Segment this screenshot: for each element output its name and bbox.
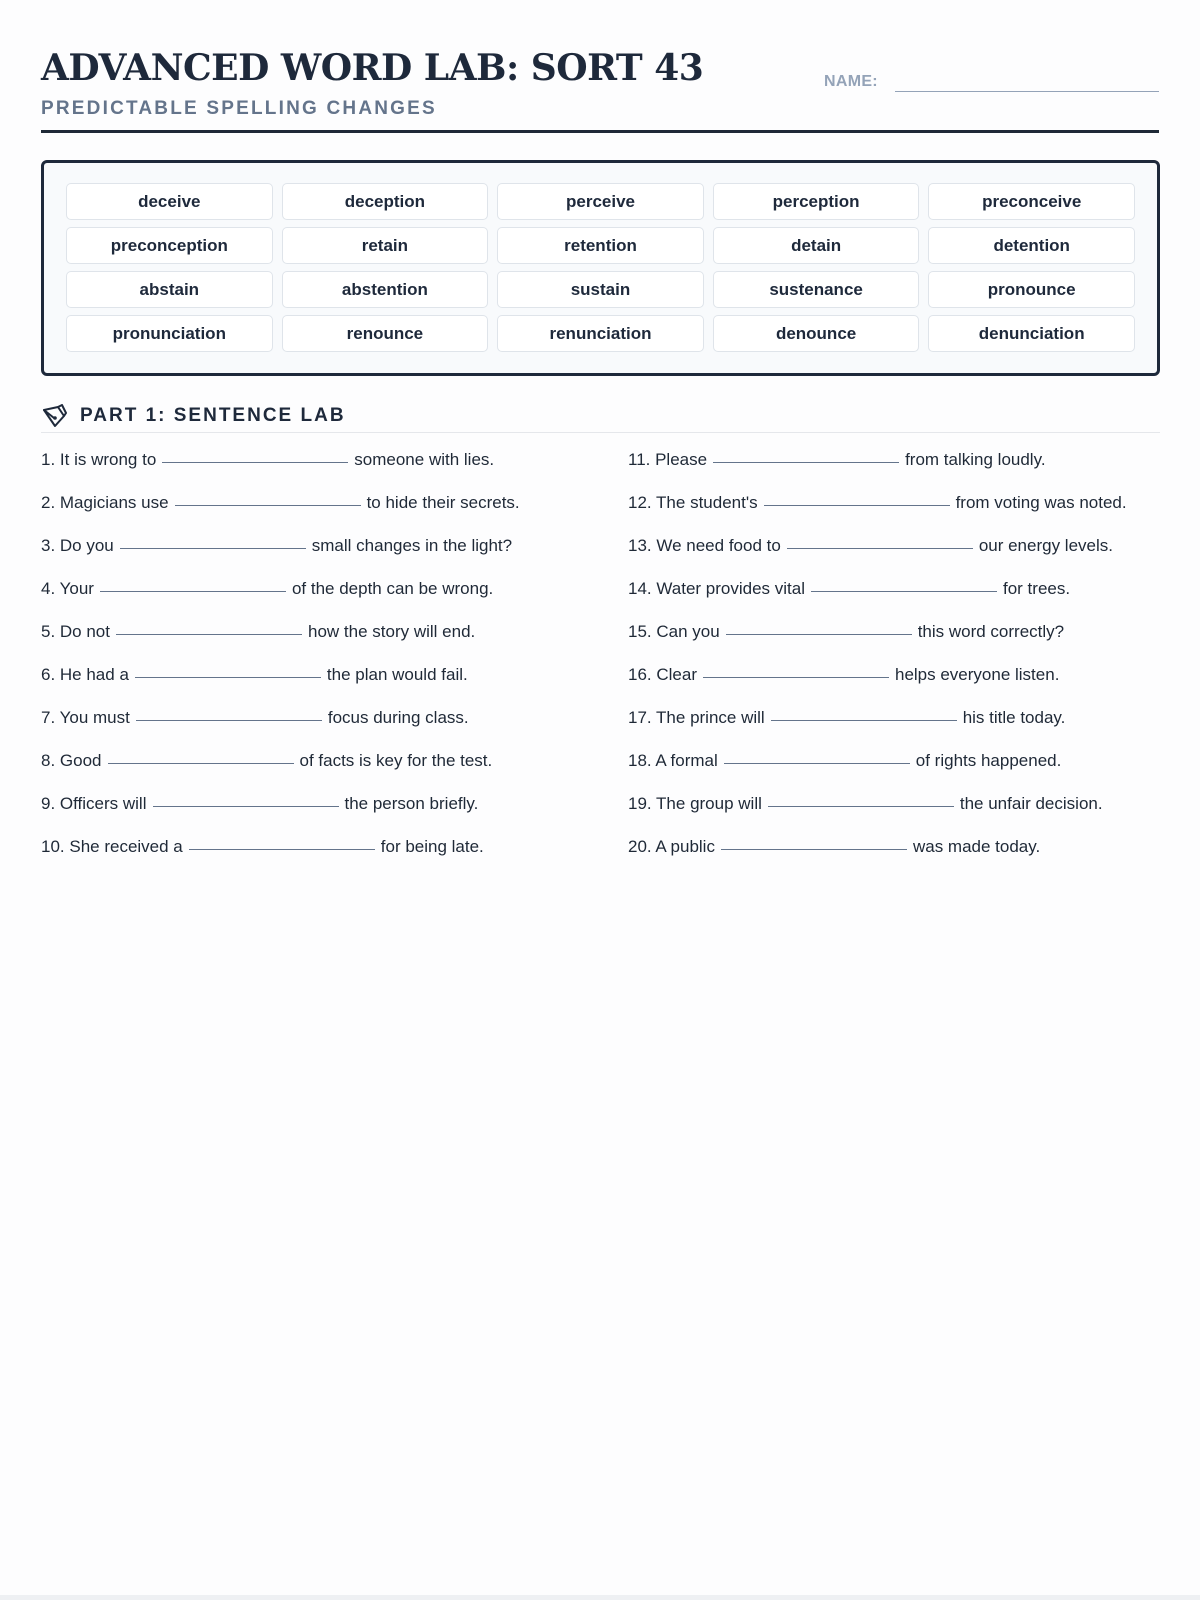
sentence-end: of facts is key for the test. — [299, 751, 493, 770]
word-card: retain — [282, 227, 489, 264]
sentence-end: helps everyone listen. — [894, 665, 1060, 684]
answer-blank[interactable] — [771, 719, 957, 721]
word-card: renounce — [282, 315, 489, 352]
sentence-item — [41, 835, 576, 858]
bottom-divider — [0, 1595, 1200, 1600]
sentence-end: for being late. — [380, 837, 484, 856]
sentences-left-column — [41, 448, 576, 878]
sentence-start: 13. We need food to — [628, 536, 781, 555]
answer-blank[interactable] — [787, 547, 973, 549]
sentence-start: 19. The group will — [628, 794, 762, 813]
sentence-end: small changes in the light? — [311, 536, 513, 555]
word-card: pronounce — [928, 271, 1135, 308]
answer-blank[interactable] — [721, 848, 907, 850]
pen-nib-icon — [41, 404, 67, 430]
sentence-item — [628, 749, 1163, 772]
sentence-end: how the story will end. — [308, 622, 476, 641]
sentence-start: 9. Officers will — [41, 794, 147, 813]
sentence-start: 20. A public — [628, 837, 715, 856]
word-card: abstention — [282, 271, 489, 308]
word-card: renunciation — [497, 315, 704, 352]
word-card: denounce — [713, 315, 920, 352]
sentence-end: from talking loudly. — [905, 450, 1046, 469]
worksheet-header — [41, 40, 1159, 133]
answer-blank[interactable] — [108, 762, 294, 764]
sentence-end: our energy levels. — [978, 536, 1113, 555]
sentence-item — [628, 663, 1163, 686]
answer-blank[interactable] — [120, 547, 306, 549]
sentence-item — [41, 491, 576, 514]
sentence-end: focus during class. — [327, 708, 469, 727]
word-card: preconceive — [928, 183, 1135, 220]
sentence-item — [628, 448, 1163, 471]
sentence-start: 17. The prince will — [628, 708, 765, 727]
word-card: abstain — [66, 271, 273, 308]
word-card: sustenance — [713, 271, 920, 308]
answer-blank[interactable] — [135, 676, 321, 678]
sentence-item — [628, 620, 1163, 643]
sentence-end: someone with lies. — [354, 450, 495, 469]
sentence-start: 15. Can you — [628, 622, 720, 641]
answer-blank[interactable] — [100, 590, 286, 592]
answer-blank[interactable] — [764, 504, 950, 506]
word-card: perceive — [497, 183, 704, 220]
sentence-end: the plan would fail. — [326, 665, 468, 684]
sentence-start: 16. Clear — [628, 665, 697, 684]
page-subtitle: PREDICTABLE SPELLING CHANGES — [41, 98, 437, 119]
sentence-end: his title today. — [962, 708, 1066, 727]
answer-blank[interactable] — [162, 461, 348, 463]
answer-blank[interactable] — [726, 633, 912, 635]
sentence-end: of rights happened. — [915, 751, 1062, 770]
sentence-item — [41, 577, 576, 600]
sentence-item — [628, 835, 1163, 858]
sentence-item — [41, 448, 576, 471]
answer-blank[interactable] — [153, 805, 339, 807]
answer-blank[interactable] — [768, 805, 954, 807]
word-card: detain — [713, 227, 920, 264]
sentence-start: 5. Do not — [41, 622, 110, 641]
word-card: retention — [497, 227, 704, 264]
answer-blank[interactable] — [713, 461, 899, 463]
sentence-item — [41, 534, 576, 557]
sentence-item — [41, 706, 576, 729]
sentence-item — [41, 749, 576, 772]
answer-blank[interactable] — [136, 719, 322, 721]
sentence-end: the unfair decision. — [959, 794, 1103, 813]
word-card: deception — [282, 183, 489, 220]
answer-blank[interactable] — [703, 676, 889, 678]
sentence-start: 6. He had a — [41, 665, 129, 684]
sentence-end: of the depth can be wrong. — [291, 579, 494, 598]
word-card: perception — [713, 183, 920, 220]
sentence-start: 8. Good — [41, 751, 102, 770]
sentence-start: 10. She received a — [41, 837, 183, 856]
sentence-start: 3. Do you — [41, 536, 114, 555]
sentence-item — [41, 620, 576, 643]
answer-blank[interactable] — [189, 848, 375, 850]
answer-blank[interactable] — [116, 633, 302, 635]
word-card: detention — [928, 227, 1135, 264]
sentence-start: 1. It is wrong to — [41, 450, 157, 469]
sentence-start: 18. A formal — [628, 751, 718, 770]
sentence-item — [628, 491, 1163, 514]
sentence-end: this word correctly? — [917, 622, 1065, 641]
sentences-right-column — [628, 448, 1163, 878]
name-label: NAME: — [824, 73, 878, 90]
sentence-end: for trees. — [1003, 579, 1071, 598]
sentence-start: 7. You must — [41, 708, 130, 727]
name-field[interactable] — [895, 91, 1159, 92]
sentence-item — [628, 577, 1163, 600]
page-title: ADVANCED WORD LAB: SORT 43 — [41, 47, 704, 89]
sentence-item — [628, 534, 1163, 557]
sentence-end: to hide their secrets. — [366, 493, 520, 512]
word-bank — [41, 160, 1160, 376]
sentence-start: 11. Please — [628, 450, 708, 469]
sentence-end: the person briefly. — [344, 794, 479, 813]
answer-blank[interactable] — [811, 590, 997, 592]
sentence-start: 2. Magicians use — [41, 493, 169, 512]
word-card: sustain — [497, 271, 704, 308]
sentence-end: from voting was noted. — [955, 493, 1127, 512]
sentence-item — [628, 706, 1163, 729]
word-card: deceive — [66, 183, 273, 220]
sentence-end: was made today. — [912, 837, 1041, 856]
sentence-item — [41, 663, 576, 686]
answer-blank[interactable] — [175, 504, 361, 506]
word-card: pronunciation — [66, 315, 273, 352]
sentence-start: 14. Water provides vital — [628, 579, 805, 598]
sentence-item — [628, 792, 1163, 815]
section-title: PART 1: SENTENCE LAB — [80, 405, 346, 426]
sentence-start: 4. Your — [41, 579, 94, 598]
word-card: denunciation — [928, 315, 1135, 352]
answer-blank[interactable] — [724, 762, 910, 764]
sentence-item — [41, 792, 576, 815]
sentence-start: 12. The student's — [628, 493, 758, 512]
word-card: preconception — [66, 227, 273, 264]
section-heading — [41, 401, 1160, 433]
